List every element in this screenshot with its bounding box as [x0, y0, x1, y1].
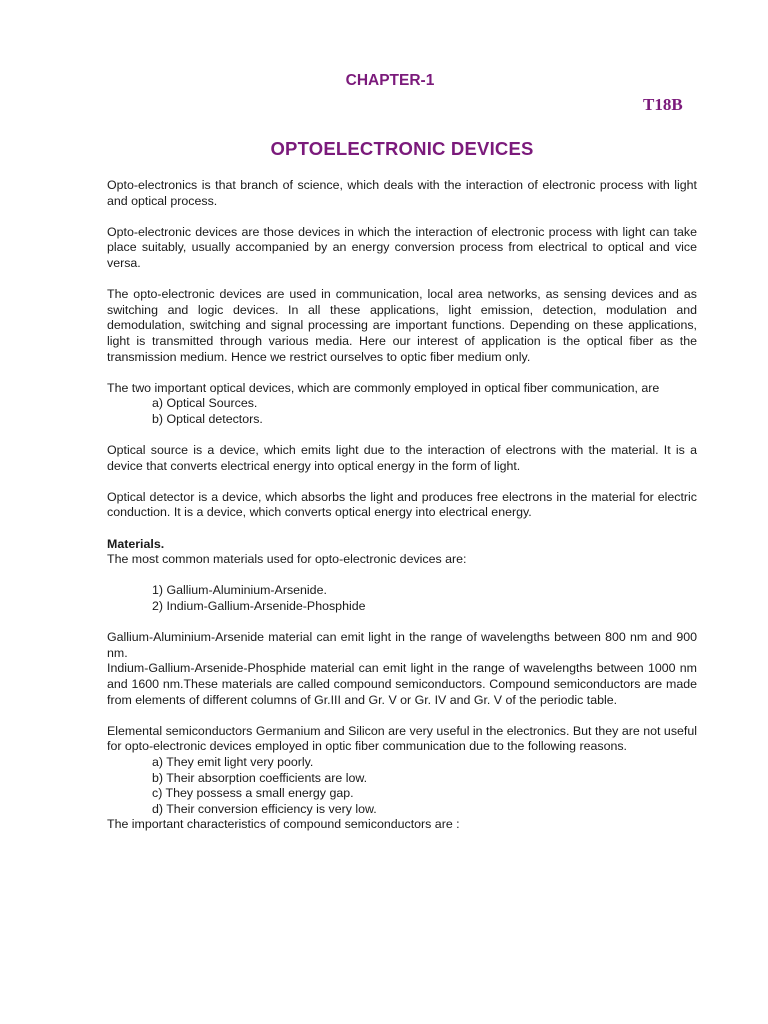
list-item: a) Optical Sources.: [152, 396, 258, 411]
list-item: a) They emit light very poorly.: [152, 754, 314, 769]
section-heading: Materials.: [107, 536, 165, 551]
chapter-label: CHAPTER-1: [345, 72, 435, 89]
list-item: d) Their conversion efficiency is very low.: [152, 801, 377, 816]
paragraph: Elemental semiconductors Germanium and Silicon are very useful in the electronics. But they are not useful for opto-electronic devices employed in optic fiber communication due to the following reasons.: [107, 723, 697, 754]
paragraph: Optical detector is a device, which absorbs the light and produces free electrons in the material for electric conduction. It is a device, which converts optical energy into electrical energy.: [107, 489, 697, 520]
paragraph: The two important optical devices, which are commonly employed in optical fiber communication, are: [107, 380, 660, 395]
list-item: 2) Indium-Gallium-Arsenide-Phosphide: [152, 599, 366, 614]
list-item: b) Optical detectors.: [152, 411, 263, 426]
paragraph: Optical source is a device, which emits light due to the interaction of electrons with the material. It is a device that converts electrical energy into optical energy in the form of light.: [107, 443, 697, 473]
paragraph: Opto-electronic devices are those devices in which the interaction of electronic process with light can take place suitably, usually accompanied by an energy conversion process from electrical to optical and vice versa.: [107, 224, 697, 270]
list-item: b) Their absorption coefficients are low.: [152, 770, 368, 785]
paragraph: The important characteristics of compound semiconductors are :: [107, 817, 460, 832]
paragraph: The opto-electronic devices are used in communication, local area networks, as sensing devices and as switching and logic devices. In all these applications, light emission, detection, modulation and demodulation, switching and signal processing are important functions. Depending on these applications, light is transmitted through various media. Here our interest of application is the optical fiber as the transmission medium. Hence we restrict ourselves to optic fiber medium only.: [107, 287, 697, 364]
document-body: [107, 178, 697, 833]
list-item: 1) Gallium-Aluminium-Arsenide.: [152, 583, 327, 598]
list-item: c) They possess a small energy gap.: [152, 786, 354, 801]
paragraph: Gallium-Aluminium-Arsenide material can emit light in the range of wavelengths between 800 nm and 900 nm.: [107, 630, 697, 660]
page-title: OPTOELECTRONIC DEVICES: [270, 138, 534, 159]
paragraph: The most common materials used for opto-electronic devices are:: [107, 552, 467, 567]
paragraph: Indium-Gallium-Arsenide-Phosphide material can emit light in the range of wavelengths between 1000 nm and 1600 nm.These materials are called compound semiconductors. Compound semiconductors are made from elements of different columns of Gr.III and Gr. V or Gr. IV and Gr. V of the periodic table.: [107, 661, 697, 707]
paragraph: Opto-electronics is that branch of science, which deals with the interaction of electronic process with light and optical process.: [107, 178, 697, 208]
course-code: T18B: [643, 95, 683, 114]
